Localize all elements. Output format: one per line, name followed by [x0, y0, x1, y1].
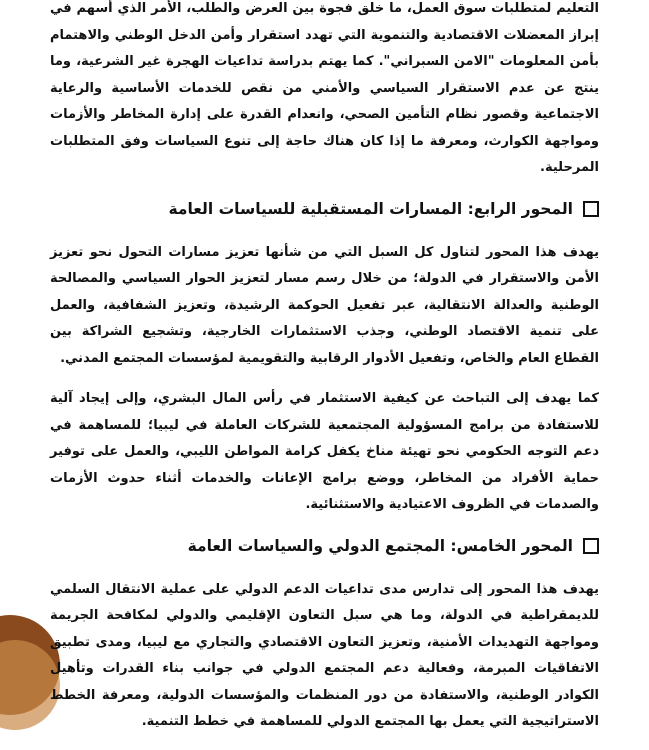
document-body	[50, 0, 599, 750]
checkbox-square-icon	[583, 201, 599, 217]
checkbox-square-icon	[583, 538, 599, 554]
paragraph-axis-4-2: كما يهدف إلى التباحث عن كيفية الاستثمار في رأس المال البشري، وإلى إيجاد آلية للاستفادة من برامج المسؤولية المجتمعية للشركات العاملة في ليبيا؛ للمساهمة في دعم التوجه الحكومي نحو تهيئة مناخ يكفل كرامة المواطن الليبي، والعمل على توفير حماية الأفراد من المخاطر، ووضع برامج الإعانات والخدمات أثناء حدوث الأزمات والصدمات في الظروف الاعتيادية والاستثنائية.	[50, 391, 599, 512]
heading-axis-4-text: المحور الرابع: المسارات المستقبلية للسياسات العامة	[168, 199, 573, 218]
paragraph-intro: التعليم لمتطلبات سوق العمل، ما خلق فجوة بين العرض والطلب، الأمر الذي أسهم في إبراز المعضلات الاقتصادية والتنموية التي تهدد استقرار وأمن الدخل الوطني والاهتمام بأمن المعلومات "الامن السبراني". كما يهتم بدراسة تداعيات الهجرة غير الشرعية، وما ينتج عن عدم الاستقرار السياسي والأمني من نقص للخدمات الأساسية والرعاية الاجتماعية وقصور نظام التأمين الصحي، وانعدام القدرة على إدارة المخاطر والأزمات ومواجهة الكوارث، ومعرفة ما إذا كان هناك حاجة إلى تنوع السياسات وفق المتطلبات المرحلية.	[50, 1, 599, 175]
heading-axis-4	[50, 196, 599, 222]
heading-axis-5-text: المحور الخامس: المجتمع الدولي والسياسات العامة	[187, 536, 573, 555]
paragraph-axis-5-1: يهدف هذا المحور إلى تدارس مدى تداعيات الدعم الدولي على عملية الانتقال السلمي للديمقراطية في الدولة، وما هي سبل التعاون الإقليمي والدولي لمكافحة الجريمة ومواجهة التهديدات الأمنية، وتعزيز التعاون الاقتصادي والتجاري مع ليبيا، ومدى تطبيق الاتفاقيات المبرمة، وفعالية دعم المجتمع الدولي في جوانب بناء القدرات وتأهيل الكوادر الوطنية، والاستفادة من دور المنظمات والمؤسسات الدولية، ومعرفة الخطط الاستراتيجية التي يعمل بها المجتمع الدولي للمساهمة في خطط التنمية.	[50, 581, 599, 729]
paragraph-axis-4-1: يهدف هذا المحور لتناول كل السبل التي من شأنها تعزيز مسارات التحول نحو تعزيز الأمن والاستقرار في الدولة؛ من خلال رسم مسار لتعزيز الحوار السياسي والمصالحة الوطنية والعدالة الانتقالية، عبر تفعيل الحوكمة الرشيدة، وتعزيز الشفافية، والعمل على تنمية الاقتصاد الوطني، وجذب الاستثمارات الخارجية، وتشجيع الشراكة بين القطاع العام والخاص، وتفعيل الأدوار الرقابية والتقويمية لمؤسسات المجتمع المدني.	[50, 244, 599, 366]
heading-axis-5	[50, 533, 599, 559]
